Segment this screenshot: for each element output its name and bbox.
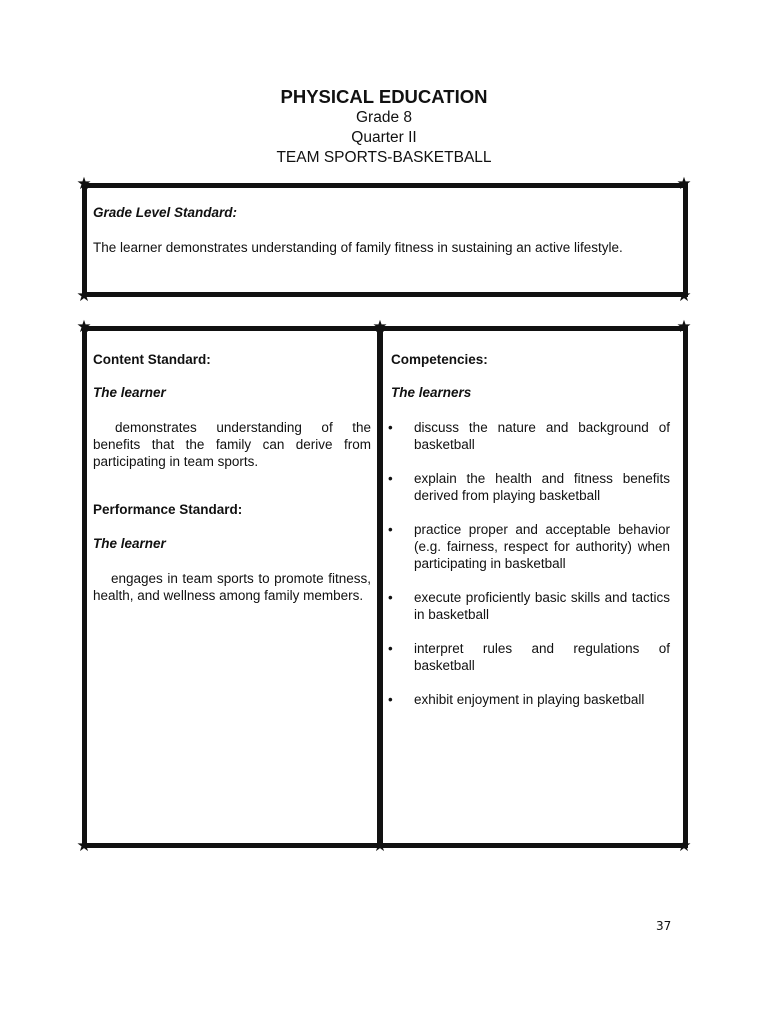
- performance-standard-subject: The learner: [93, 536, 166, 551]
- star-icon: ★: [76, 174, 92, 193]
- grade-level-standard-heading: Grade Level Standard:: [93, 205, 238, 220]
- bullet-icon: •: [388, 641, 393, 656]
- grade-level-standard-text: The learner demonstrates understanding of family fitness in sustaining an active lifestyle.: [93, 240, 623, 255]
- competencies-subject: The learners: [391, 385, 472, 400]
- star-icon: ★: [676, 286, 692, 305]
- document-title: PHYSICAL EDUCATION: [280, 86, 488, 107]
- star-icon: ★: [676, 836, 692, 855]
- star-icon: ★: [76, 836, 92, 855]
- list-item: • practice proper and acceptable behavior (e.g. fairness, respect for authority) when participating in basketball: [388, 522, 670, 571]
- performance-standard-heading: Performance Standard:: [93, 502, 243, 517]
- list-item: • exhibit enjoyment in playing basketball: [388, 692, 645, 707]
- competencies-heading: Competencies:: [391, 352, 488, 367]
- grade-label: Grade 8: [355, 109, 412, 126]
- page-number: 37: [656, 919, 672, 933]
- quarter-label: Quarter II: [351, 129, 417, 146]
- list-item: • explain the health and fitness benefits derived from playing basketball: [388, 471, 670, 503]
- star-icon: ★: [676, 317, 692, 336]
- content-standard-subject: The learner: [93, 385, 166, 400]
- performance-standard-text: engages in team sports to promote fitness, health, and wellness among family members.: [93, 571, 371, 603]
- list-item: • discuss the nature and background of basketball: [388, 420, 670, 452]
- document-header: [0, 86, 768, 168]
- star-icon: ★: [372, 836, 388, 855]
- subject-label: TEAM SPORTS-BASKETBALL: [276, 149, 492, 166]
- bullet-icon: •: [388, 590, 393, 605]
- list-item: • execute proficiently basic skills and tactics in basketball: [388, 590, 670, 622]
- bullet-icon: •: [388, 471, 393, 486]
- star-icon: ★: [372, 317, 388, 336]
- list-item: • interpret rules and regulations of basketball: [388, 641, 670, 673]
- bullet-icon: •: [388, 522, 393, 537]
- star-icon: ★: [76, 317, 92, 336]
- star-icon: ★: [76, 286, 92, 305]
- bullet-icon: •: [388, 692, 393, 707]
- content-standard-heading: Content Standard:: [93, 352, 211, 367]
- bullet-icon: •: [388, 420, 393, 435]
- column-divider: [377, 326, 383, 848]
- star-icon: ★: [676, 174, 692, 193]
- competencies-list: [388, 419, 670, 725]
- content-standard-text: demonstrates understanding of the benefits that the family can derive from participating in team sports.: [93, 420, 371, 469]
